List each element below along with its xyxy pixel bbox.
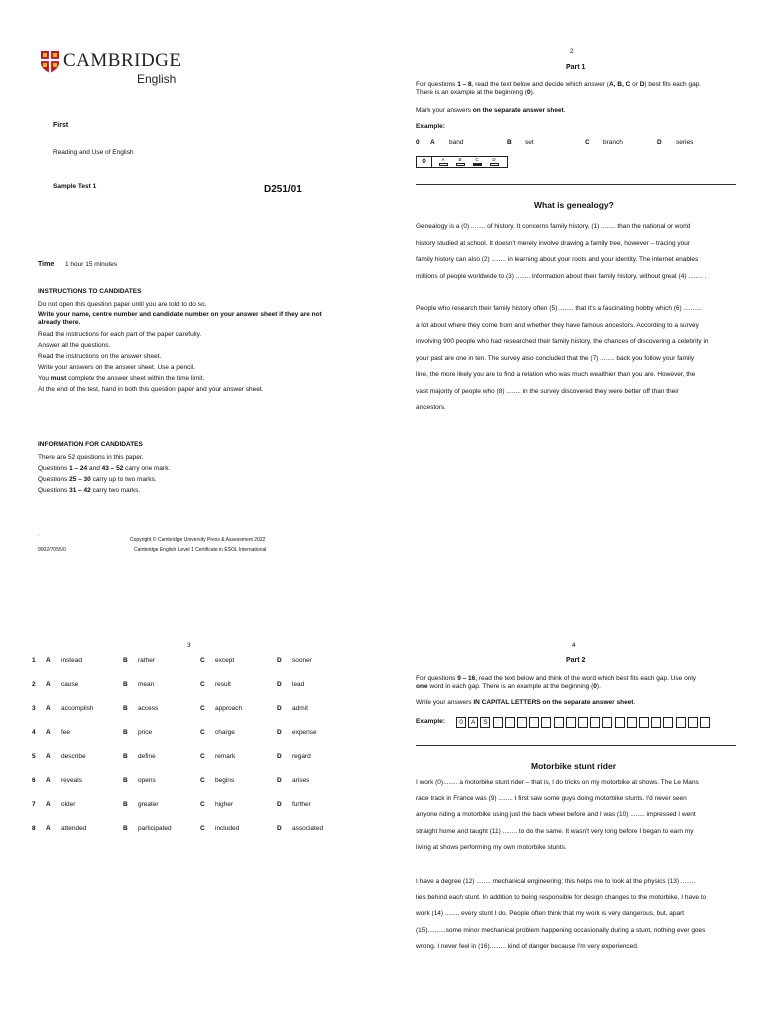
text-line: line, the more likely you are to find a relation who was much wealthier than you are. However, the	[416, 371, 696, 378]
text-line: (15)..........some minor mechanical problem happening occasionally during a stunt, nothing ever goes	[416, 926, 706, 934]
logo-sub-text: English	[137, 72, 177, 86]
answer-option-b: B	[455, 158, 465, 166]
text-line: People who research their family history often (5) ........ that it's a fascinating hobby which (6) ..........	[416, 305, 702, 312]
example-label: Example:	[416, 123, 445, 130]
instruction-item: At the end of the test, hand in both this question paper and your answer sheet.	[38, 386, 264, 393]
text-line: a lot about where they come from and whether they have famous ancestors. According to a survey	[416, 321, 699, 329]
text-line: history studied at school. It doesn't merely involve drawing a family tree, however – tracing your	[416, 239, 691, 247]
example-answer-cell	[505, 717, 515, 728]
instruction-item: Answer all the questions.	[38, 342, 111, 349]
table-row: 3 A accomplish B access C approach D admit	[32, 705, 308, 712]
text-paragraph-2	[416, 874, 736, 955]
information-list	[38, 452, 338, 496]
table-row: 1 A instead B rather C except D sooner	[32, 657, 312, 664]
example-answer-cell	[590, 717, 600, 728]
information-item: Questions 1 – 24 and 43 – 52 carry one mark.	[38, 465, 171, 472]
time-value: 1 hour 15 minutes	[65, 261, 118, 268]
part-heading: Part 1	[566, 64, 586, 71]
time-label: Time	[38, 261, 55, 268]
paper-title: Reading and Use of English	[53, 149, 134, 156]
answer-option-d: D	[489, 158, 499, 166]
information-item: There are 52 questions in this paper.	[38, 454, 144, 461]
cambridge-english-logo	[40, 48, 190, 88]
text-line: family history can also (2) ........ in learning about your roots and your identity. The internet enables	[416, 256, 699, 263]
part1-instructions: For questions 1 – 8, read the text below and decide which answer (A, B, C or D) best fits each gap. There is an example at the beginning (0).	[416, 81, 702, 96]
example-answer-cell	[602, 717, 612, 728]
instructions-list	[38, 299, 338, 395]
text-line: Genealogy is a (0) ........ of history. It concerns family history, (1) ........ than the national or world	[416, 223, 691, 230]
text-line: I have a degree (12) ........ mechanical engineering; this helps me to look at the physics (13) ........	[416, 878, 696, 885]
example-answer-cell	[578, 717, 588, 728]
example-answer-cell	[700, 717, 710, 728]
text-line: race track in France was (9) ........ I first saw some guys doing motorbike stunts. I'd never seen	[416, 795, 687, 803]
example-answer-cell	[529, 717, 539, 728]
sample-test-label: Sample Test 1	[53, 183, 97, 190]
table-row: 4 A fee B price C charge D expense	[32, 729, 317, 736]
example-answer-cell	[627, 717, 637, 728]
answer-options-table	[0, 657, 384, 847]
example-answer-cell	[554, 717, 564, 728]
text-line: vast majority of people who (8) ........ in the survey discovered they were better off than their	[416, 387, 679, 395]
information-item: Questions 25 – 30 carry up to two marks.	[38, 476, 157, 483]
text-line: involving 900 people who had researched their family history, the chances of discovering a celebrity in	[416, 338, 709, 345]
example-row: 0 A band B set C branch D series	[416, 139, 694, 146]
example-answer-cell: 0	[456, 717, 466, 728]
table-row: 5 A describe B define C remark D regard	[32, 753, 311, 760]
text-line: I work (0)........ a motorbike stunt rider – that is, I do tricks on my motorbike at shows. The Le Mans	[416, 779, 699, 786]
write-answers-text: Write your answers IN CAPITAL LETTERS on the separate answer sheet.	[416, 699, 636, 706]
footer-dot: ·	[38, 533, 40, 539]
exam-level: First	[53, 122, 69, 129]
instruction-item: Read the instructions for each part of the paper carefully.	[38, 331, 202, 338]
part2-instructions: For questions 9 – 16, read the text below and think of the word which best fits each gap. Use only one word in each gap. There is an example at the beginning (0).	[416, 675, 697, 690]
example-answer-cell: A	[468, 717, 478, 728]
table-row: 2 A cause B mean C result D lead	[32, 681, 305, 688]
text-line: millions of people worldwide to (3) ........ information about their family history, without great (4) ........ .	[416, 272, 707, 280]
instructions-heading: INSTRUCTIONS TO CANDIDATES	[38, 288, 142, 295]
text-paragraph-1	[416, 775, 736, 856]
text-line: wrong. I never feel in (16)......... kind of danger because I'm very experienced.	[416, 942, 639, 950]
example-label: Example:	[416, 718, 445, 725]
divider-line	[416, 184, 736, 185]
instruction-item: Write your answers on the answer sheet. Use a pencil.	[38, 364, 196, 371]
divider-line	[416, 745, 736, 746]
text-line: straight home and taught (11) ........ to do the same. It wasn't very long before I began to earn my	[416, 827, 694, 835]
example-answer-box	[416, 156, 508, 168]
part-heading: Part 2	[566, 657, 586, 664]
example-answer-cell	[651, 717, 661, 728]
table-row: 8 A attended B participated C included D associated	[32, 825, 324, 832]
example-answer-cell	[541, 717, 551, 728]
answer-box-number: 0	[417, 157, 432, 167]
table-row: 7 A older B greater C higher D further	[32, 801, 311, 808]
page-number: 3	[187, 642, 191, 649]
cambridge-shield-icon	[40, 50, 60, 74]
information-heading: INFORMATION FOR CANDIDATES	[38, 441, 143, 448]
instruction-item: Write your name, centre number and candidate number on your answer sheet if they are not already there.	[38, 311, 322, 326]
text-line: living at shows performing my own motorbike stunts.	[416, 843, 567, 851]
paper-code: D251/01	[264, 184, 302, 195]
text-paragraph-1	[416, 219, 736, 285]
logo-brand-text: CAMBRIDGE	[63, 50, 182, 71]
page-number: 4	[572, 642, 576, 649]
footer-code: 9002/7055/0	[38, 547, 66, 553]
information-item: Questions 31 – 42 carry two marks.	[38, 487, 141, 494]
example-answer-cell	[663, 717, 673, 728]
instruction-item: You must complete the answer sheet within the time limit.	[38, 375, 205, 382]
text-title: Motorbike stunt rider	[531, 761, 617, 771]
page-number: 2	[570, 48, 574, 55]
example-answer-cell	[493, 717, 503, 728]
example-answer-cell	[676, 717, 686, 728]
certificate-text: Cambridge English Level 1 Certificate in ESOL International	[134, 547, 267, 553]
instruction-item: Do not open this question paper until you are told to do so.	[38, 301, 207, 308]
example-answer-cell: S	[480, 717, 490, 728]
text-line: work (14) ........ every stunt I do. People often think that my work is very dangerous, but, apart	[416, 910, 685, 918]
mark-answers-text: Mark your answers on the separate answer sheet.	[416, 107, 566, 114]
example-answer-cell	[566, 717, 576, 728]
example-answer-cell	[517, 717, 527, 728]
text-title: What is genealogy?	[534, 200, 614, 210]
cover-page	[0, 0, 384, 600]
instruction-item: Read the instructions on the answer sheet.	[38, 353, 162, 360]
text-line: ancestors.	[416, 404, 446, 411]
copyright-text: Copyright © Cambridge University Press & Assessment 2022	[130, 537, 266, 543]
answer-option-c: C	[472, 158, 482, 166]
answer-option-a: A	[438, 158, 448, 166]
example-answer-cell	[639, 717, 649, 728]
text-paragraph-2	[416, 301, 736, 417]
text-line: your past are one in ten. The survey also concluded that the (7) ........ back you follow your family	[416, 354, 695, 362]
example-answer-cell	[615, 717, 625, 728]
text-line: anyone riding a motorbike using just the back wheel before and I was (10) ........ impressed I went	[416, 811, 696, 819]
example-answer-cell	[688, 717, 698, 728]
table-row: 6 A reveals B opens C begins D arises	[32, 777, 310, 784]
text-line: lies behind each stunt. In addition to being responsible for design changes to the motorbike, I have to	[416, 894, 707, 902]
